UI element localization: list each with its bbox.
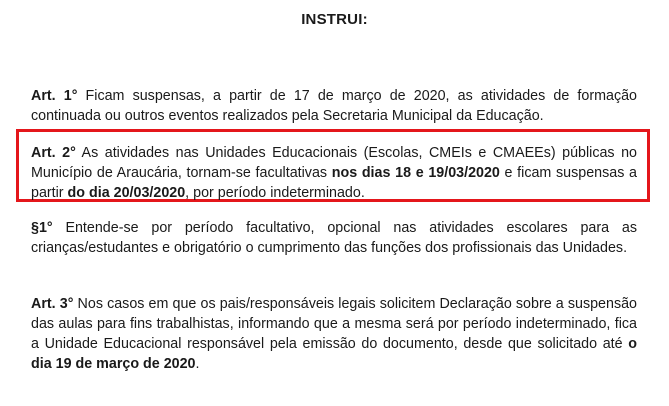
article-1-paragraph bbox=[31, 86, 637, 126]
article-3-text-part2: . bbox=[195, 356, 200, 372]
article-2-text-part3: , por período indeterminado. bbox=[185, 185, 365, 201]
article-2-label: Art. 2° bbox=[31, 145, 76, 161]
paragraph-1-label: §1° bbox=[31, 220, 53, 236]
document-heading: INSTRUI: bbox=[301, 11, 368, 28]
article-3-text-part1: Nos casos em que os pais/responsáveis legais solicitem Declaração sobre a suspensão das aulas para fins trabalhistas, informando que a mesma será por período indeterminado, fica a Unidade Educacional responsável pela emissão do documento, desde que solicitado até bbox=[31, 296, 638, 352]
article-3-label: Art. 3° bbox=[31, 296, 74, 312]
paragraph-1 bbox=[31, 218, 637, 258]
article-2-paragraph bbox=[31, 143, 637, 203]
paragraph-1-text: Entende-se por período facultativo, opcional nas atividades escolares para as crianças/estudantes e obrigatório o cumprimento das funções dos profissionais das Unidades. bbox=[31, 220, 637, 256]
article-2-date-suspension: do dia 20/03/2020 bbox=[67, 185, 186, 201]
article-1-label: Art. 1° bbox=[31, 88, 78, 104]
article-2-dates-facultative: nos dias 18 e 19/03/2020 bbox=[331, 165, 500, 181]
article-2-text-part1: As atividades nas Unidades Educacionais (Escolas, CMEIs e CMAEEs) públicas no Município de Araucária, tornam-se facultativas bbox=[31, 145, 637, 181]
article-1-text: Ficam suspensas, a partir de 17 de março de 2020, as atividades de formação continuada ou outros eventos realizados pela Secretaria Municipal da Educação. bbox=[31, 88, 637, 124]
article-3-paragraph bbox=[31, 294, 637, 374]
article-2-text-part2: e ficam suspensas a partir bbox=[31, 165, 637, 201]
article-3-deadline-date: o dia 19 de março de 2020 bbox=[31, 336, 637, 372]
